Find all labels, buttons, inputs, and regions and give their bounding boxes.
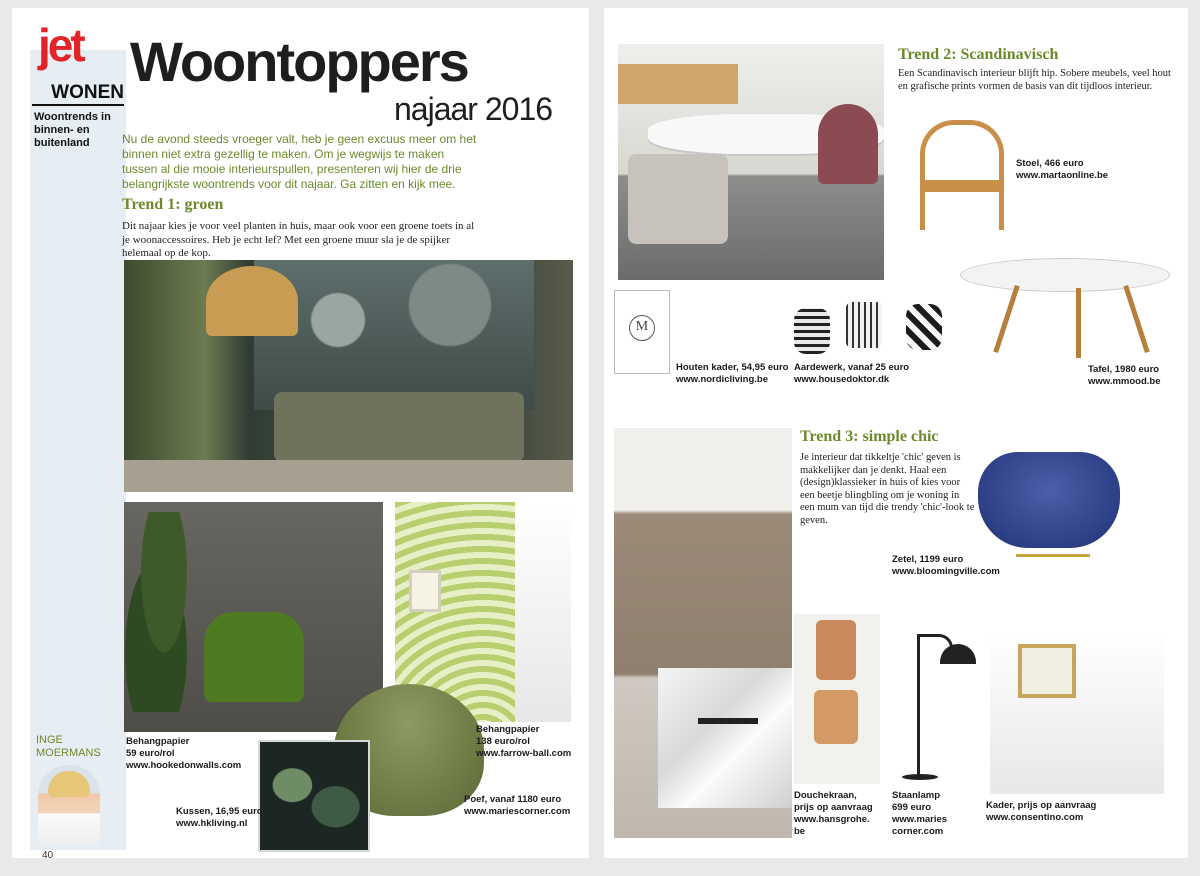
- portrait-hair: [48, 771, 90, 797]
- scandinavian-dining-photo: [618, 44, 884, 280]
- grey-chair: [628, 154, 728, 244]
- wooden-frame-image: [614, 290, 670, 374]
- floor-lamp-base: [902, 774, 938, 780]
- living-room-photo: [124, 260, 573, 492]
- left-page: [12, 8, 589, 858]
- table-leg: [993, 285, 1019, 353]
- ceramic-vase-1: [794, 308, 830, 354]
- gold-frame: [1018, 644, 1076, 698]
- section-label: WONEN: [51, 82, 124, 103]
- frame-photo: [990, 632, 1164, 794]
- sidebar: [30, 50, 126, 850]
- ceramic-vase-3: [906, 304, 942, 350]
- trend2-title: Trend 2: Scandinavisch: [898, 46, 1059, 63]
- green-sofa: [274, 392, 524, 462]
- table-leg: [1076, 288, 1081, 358]
- green-chair: [204, 612, 304, 702]
- intro-text: Nu de avond steeds vroeger valt, heb je geen excuus meer om het binnen niet extra gezellig te maken. Om je wegwijs te maken tussen al die mooie interieurspullen, presenteren wij hier de drie belangrijkste woontrends voor dit najaar. Ga zitten en kijk mee.: [122, 132, 477, 191]
- sidebar-subtitle: Woontrends in binnen- en buitenland: [34, 111, 111, 149]
- caption-stoel: Stoel, 466 euro www.martaonline.be: [1016, 158, 1109, 181]
- trend3-text: Je interieur dat tikkeltje 'chic' geven is makkelijker dan je denkt. Haal een (design)klassieker in huis of kies voor een beetje blingbling om je woning in een mum van tijd die trendy 'chic'-look te geven.: [800, 452, 975, 526]
- page-number: 40: [42, 850, 54, 858]
- table-leg: [1123, 285, 1149, 353]
- kitchen-photo: [614, 428, 792, 838]
- wall-side: [515, 502, 571, 722]
- brand-logo: jet: [38, 19, 83, 71]
- caption-kader: Kader, prijs op aanvraag www.consentino.com: [986, 800, 1097, 823]
- wall-shelf: [618, 64, 738, 104]
- rattan-lamp: [206, 266, 298, 336]
- ceramic-vase-2: [846, 302, 882, 348]
- caption-staanlamp: Staanlamp 699 euro www.maries corner.com: [892, 790, 948, 837]
- trend1-text: Dit najaar kies je voor veel planten in huis, maar ook voor een groene toets in al je woonaccessoires. Heb je echt lef? Met een groene muur sla je de spijker helemaal op de kop.: [122, 220, 475, 259]
- section-divider: [32, 104, 124, 106]
- caption-behangpapier-1: Behangpapier 59 euro/rol www.hookedonwalls.com: [126, 736, 242, 771]
- blue-armchair-image: [978, 452, 1120, 548]
- palm-plant: [124, 512, 204, 712]
- round-table-image: [960, 258, 1170, 292]
- headline: Woontoppers: [130, 30, 468, 93]
- jungle-mural: [254, 260, 534, 410]
- subheadline: najaar 2016: [394, 91, 553, 127]
- wooden-chair-seat: [922, 180, 1004, 192]
- black-stool: [698, 718, 758, 834]
- shower-control: [814, 690, 858, 744]
- red-chair: [818, 104, 878, 184]
- caption-aardewerk: Aardewerk, vanaf 25 euro www.housedoktor.dk: [794, 362, 910, 385]
- shower-tap-photo: [794, 614, 880, 784]
- shower-head: [816, 620, 856, 680]
- caption-douchekraan: Douchekraan, prijs op aanvraag www.hansgrohe. be: [794, 790, 873, 837]
- caption-houten-kader: Houten kader, 54,95 euro www.nordicliving.be: [676, 362, 789, 385]
- author-portrait: [38, 765, 100, 845]
- trend3-title: Trend 3: simple chic: [800, 428, 939, 445]
- portrait-frame: [409, 570, 441, 612]
- armchair-base: [1016, 554, 1090, 588]
- author-name: INGE MOERMANS: [36, 734, 101, 759]
- floor: [124, 460, 573, 492]
- cushion-image: [258, 740, 370, 852]
- floor-lamp-pole: [917, 636, 920, 778]
- frame-letter: M: [635, 319, 649, 334]
- trend1-title: Trend 1: groen: [122, 196, 224, 213]
- trend2-text: Een Scandinavisch interieur blijft hip. Sobere meubels, veel hout en grafische prints vormen de basis van dit tijdloos interieur.: [898, 68, 1171, 92]
- wooden-chair-image: [920, 120, 1004, 230]
- caption-poef: Poef, vanaf 1180 euro www.mariescorner.com: [464, 794, 571, 817]
- caption-zetel: Zetel, 1199 euro www.bloomingville.com: [892, 554, 1000, 577]
- caption-tafel: Tafel, 1980 euro www.mmood.be: [1088, 364, 1161, 387]
- caption-behangpapier-2: Behangpapier 138 euro/rol www.farrow-ball.com: [476, 724, 572, 759]
- green-chair-photo: [124, 502, 383, 732]
- right-page: [604, 8, 1188, 858]
- caption-kussen: Kussen, 16,95 euro www.hkliving.nl: [176, 806, 263, 829]
